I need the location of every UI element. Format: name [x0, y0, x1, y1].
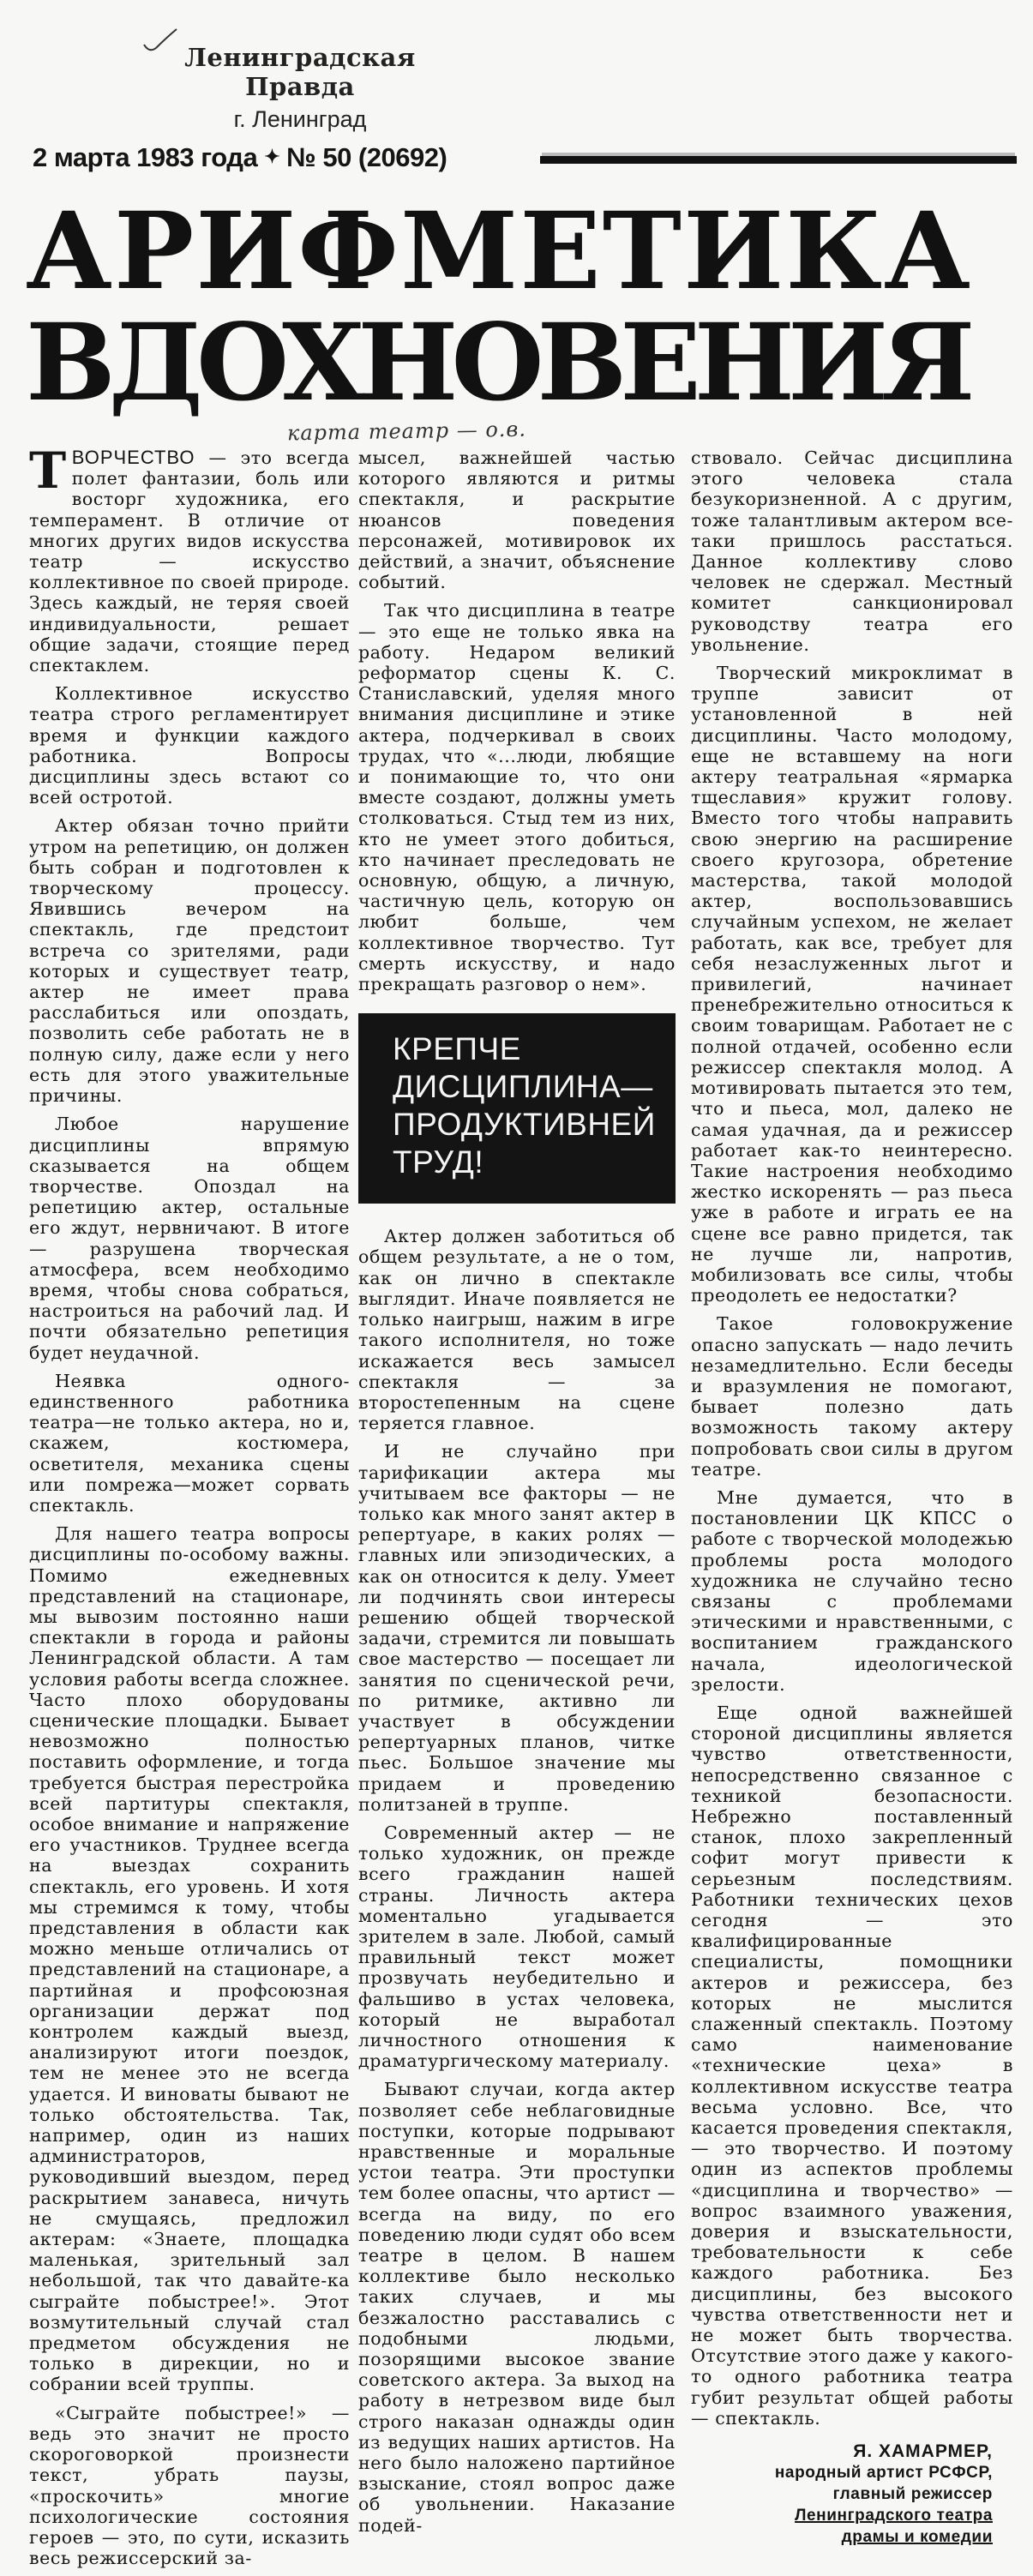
paragraph: Актер должен заботиться об общем результате, а не о том, как он лично в спектакле выглядит. Иначе появляется не только наигрыш, нажим в игре такого исполнителя, но тоже искажается весь замысел спектакля — за второстепенным на сцене теряется главное. — [358, 1226, 676, 1434]
callout-line: КРЕПЧЕ — [393, 1031, 521, 1067]
author-name: Я. ХАМАРМЕР, — [853, 2441, 993, 2462]
issue-date: 2 марта 1983 года — [33, 142, 258, 172]
paragraph: Неявка одного-единственного работника театра—не только актера, но и, скажем, костюмера, осветителя, механика сцены или помрежа—может сорвать спектакль. — [29, 1370, 350, 1516]
paragraph — [29, 441, 350, 676]
paragraph: Любое нарушение дисциплины впрямую сказывается на общем творчестве. Опоздал на репетицию актер, остальные его ждут, нервничают. В итоге — разрушена творческая атмосфера, всем необходимо время, чтобы снова собраться, настроиться на рабочий лад. И почти обязательно репетиция будет неудачной. — [29, 1114, 350, 1363]
paragraph: Творческий микроклимат в труппе зависит от установленной в ней дисциплины. Часто молодому, еще не вставшему на ноги актеру театральная «ярмарка тщеславия» кружит голову. Вместо того чтобы направить свою энергию на расширение своего кругозора, обретение мастерства, такой молодой актер, воспользовавшись случайным успехом, не желает работать, как все, требует для себя незаслуженных льгот и привилегий, начинает пренебрежительно относиться к своим товарищам. Работает не с полной отдачей, особенно если режиссер спектакля молод. А мотивировать пытается это тем, что и пьеса, мол, далеко не самая удачная, да и режиссер работает как-то неинтересно. Такие настроения необходимо жестко искоренять — раз пьеса уже в работе и играть ее на сцене все равно придется, так не лучше ли, напротив, мобилизовать все силы, чтобы преодолеть ее недостатки? — [691, 663, 1013, 1306]
headline-line-2: ВДОХНОВЕНИЯ — [26, 301, 969, 425]
author-signature — [691, 2441, 1013, 2548]
paragraph: Так что дисциплина в театре — это еще не только явка на работу. Недаром великий реформатор сцены К. С. Станиславский, уделяя много внимания дисциплине и этике актера, подчеркивал в своих трудах, что «...люди, любящие и понимающие то, что они вместе создают, должны уметь столковаться. Стыд тем из них, кто не умеет этого добиться, кто начинает преследовать не основную, общую, а личную, частичную цель, которую он любит больше, чем коллективное творчество. Тут смерть искусству, и надо прекращать разговор о нем». — [358, 600, 676, 995]
author-title: народный артист РСФСР, — [774, 2464, 993, 2483]
callout-line: ПРОДУКТИВНЕЙ — [393, 1107, 656, 1143]
paragraph: Коллективное искусство театра строго регламентирует время и функции каждого работника. Вопросы дисциплины здесь встают со всей остротой. — [29, 683, 350, 808]
paragraph: «Сыграйте побыстрее!» — ведь это значит не просто скороговоркой произнести текст, убрать паузы, «проскочить» многие психологические состояния героев — это, по сути, исказить весь режиссерский за- — [29, 2402, 350, 2569]
callout-box — [358, 1013, 676, 1204]
author-theatre: драмы и комедии — [841, 2528, 993, 2547]
paragraph: И не случайно при тарификации актера мы учитываем все факторы — не только как много занят актер в репертуаре, в каких ролях — главных или эпизодических, а как он относится к делу. Умеет ли подчинять свои интересы решению общей творческой задачи, стремится ли повышать свое мастерство — посещает ли занятия по сценической речи, по ритмике, активно ли участвует в обсуждении репертуарных планов, читке пьес. Большое значение мы придаем и проведению политзаней в труппе. — [358, 1441, 676, 1815]
masthead — [137, 43, 463, 133]
article-column-1 — [29, 441, 350, 2576]
paragraph: мысел, важнейшей частью которого являются и ритмы спектакля, и раскрытие нюансов поведения персонажей, мотивировок их действий, а значит, объяснение событий. — [358, 447, 676, 593]
paragraph: Еще одной важнейшей стороной дисциплины является чувство ответственности, непосредственно связанное с техникой безопасности. Небрежно поставленный станок, плохо закрепленный софит могут привести к серьезным последствиям. Работники технических цехов сегодня — это квалифицированные специалисты, помощники актеров и режиссера, без которых не мыслится слаженный спектакль. Поэтому само наименование «технические цеха» в коллективном искусстве театра весьма условно. Все, что касается проведения спектакля, — это творчество. И поэтому один из аспектов проблемы «дисциплина и творчество» — вопрос взаимного уважения, доверия и взыскательности, требовательности к себе каждого работника. Без дисциплины, без высокого чувства ответственности нет и не может быть творчества. Отсутствие этого даже у какого-то одного работника театра губит результат общей работы — спектакль. — [691, 1702, 1013, 2429]
paragraph: Современный актер — не только художник, он прежде всего гражданин нашей страны. Личность актера моментально угадывается зрителем в зале. Любой, самый правильный текст может прозвучать неубедительно и фальшиво в устах человека, который не выработал личностного отношения к драматургическому материалу. — [358, 1822, 676, 2072]
paragraph: ствовало. Сейчас дисциплина этого человека стала безукоризненной. А с другим, тоже талантливым актером все-таки пришлось расстаться. Данное коллективу слово человек не сдержал. Местный комитет санкционировал руководству театра его увольнение. — [691, 447, 1013, 655]
paragraph-text: — это всегда полет фантазии, боль или восторг художника, его темперамент. В отличие от многих других видов искусства театр — искусство коллективное по своей природе. Здесь каждый, не теряя своей индивидуальности, решает общие задачи, стоящие перед спектаклем. — [29, 447, 350, 676]
callout-line: ТРУД! — [393, 1144, 484, 1180]
handwritten-note: карта театр — о.в. — [286, 417, 527, 446]
issue-number: № 50 (20692) — [286, 142, 447, 172]
paragraph: Мне думается, что в постановлении ЦК КПСС о работе с творческой молодежью проблемы роста молодого художника не случайно тесно связаны с проблемами этическими и нравственными, с воспитанием гражданского начала, идеологической зрелости. — [691, 1486, 1013, 1695]
paragraph: Такое головокружение опасно запускать — надо лечить незамедлительно. Если беседы и вразумления не помогают, бывает полезно дать возможность такому актеру попробовать свои силы в другом театре. — [691, 1313, 1013, 1480]
paragraph: Актер обязан точно прийти утром на репетицию, он должен быть собран и подготовлен к творческому процессу. Явившись вечером на спектакль, где предстоит встреча со зрителями, ради которых и существует театр, актер не имеет права расслабиться или опоздать, позволить себе работать не в полную силу, даже если у него есть для этого уважительные причины. — [29, 815, 350, 1107]
headline-line-1: АРИФМЕТИКА — [26, 189, 973, 314]
issue-line — [33, 142, 447, 173]
article-column-2 — [358, 447, 676, 2543]
star-separator-icon: ✦ — [264, 146, 280, 167]
paragraph: Для нашего театра вопросы дисциплины по-особому важны. Помимо ежедневных представлений на стационаре, мы вывозим постоянно наши спектакли в города и районы Ленинградской области. А там условия работы всегда сложнее. Часто плохо оборудованы сценические площадки. Бывает невозможно полностью поставить оформление, и тогда требуется быстрая перестройка всей партитуры спектакля, особое внимание и напряжение его участников. Труднее всегда на выездах сохранить спектакль, его уровень. И хотя мы стремимся к тому, чтобы представления в области как можно меньше отличались от представлений на стационаре, а партийная и профсоюзная организации держат под контролем каждый выезд, анализируют итоги поездок, тем не менее это не всегда удается. И виноваты бывают не только обстоятельства. Так, например, один из наших администраторов, руководивший выездом, перед раскрытием занавеса, ничуть не смущаясь, предложил актерам: «Знаете, площадка маленькая, зрительный зал небольшой, так что давайте-ка сыграйте побыстрее!». Этот возмутительный случай стал предметом обсуждения не только в дирекции, но и собрании всей труппы. — [29, 1523, 350, 2395]
paragraph: Бывают случаи, когда актер позволяет себе неблаговидные поступки, которые подрывают нравственные и моральные устои театра. Эти проступки тем более опасны, что артист — всегда на виду, по его поведению люди судят обо всем театре в целом. В нашем коллективе было несколько таких случаев, и мы безжалостно расставались с подобными людьми, позорящими высокое звание советского актера. За выход на работу в нетрезвом виде был строго наказан однажды один из ведущих наших артистов. На него было наложено партийное взыскание, стоял вопрос даже об увольнении. Наказание подей- — [358, 2079, 676, 2536]
lead-word: ВОРЧЕСТВО — [71, 447, 195, 468]
drop-cap: Т — [29, 441, 67, 500]
article-column-3 — [691, 447, 1013, 2548]
callout-line: ДИСЦИПЛИНА— — [393, 1069, 653, 1105]
newspaper-name: Ленинградская Правда — [184, 43, 416, 101]
header-rule — [540, 156, 1017, 164]
author-theatre: Ленинградского театра — [795, 2507, 993, 2525]
newspaper-city: г. Ленинград — [233, 106, 367, 132]
author-title: главный режиссер — [832, 2485, 993, 2504]
